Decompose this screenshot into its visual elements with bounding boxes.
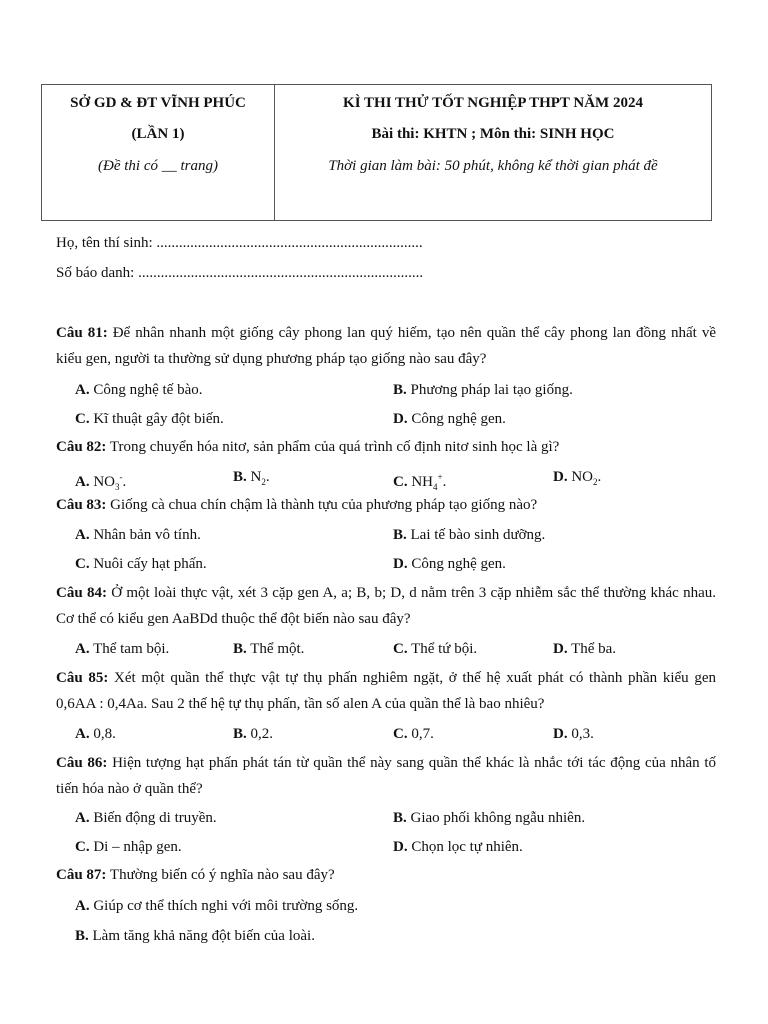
question-text: Xét một quần thể thực vật tự thụ phấn nghiêm ngặt, ở thế hệ xuất phát có thành phần kiểu gen 0,6AA : 0,4Aa. Sau 2 thế hệ tự thụ phấn, tần số alen A của quần thể là bao nhiêu? xyxy=(56,670,716,712)
option-letter: B. xyxy=(393,810,407,826)
option-a xyxy=(75,808,217,828)
option-letter: A. xyxy=(75,641,90,657)
question-text: Hiện tượng hạt phấn phát tán từ quần thể này sang quần thể khác là nhắc tới tác động của nhân tố tiến hóa nào ở quần thể? xyxy=(56,755,716,797)
option-end: . xyxy=(265,469,270,485)
option-b xyxy=(393,808,585,828)
question-85 xyxy=(56,665,716,717)
question-number: Câu 81: xyxy=(56,325,108,341)
option-end: . xyxy=(122,474,127,490)
option-b xyxy=(233,639,304,659)
option-letter: B. xyxy=(233,641,247,657)
option-letter: A. xyxy=(75,527,90,543)
option-c xyxy=(75,409,224,429)
option-text: Giúp cơ thể thích nghi với môi trường sống. xyxy=(89,898,359,914)
option-text: Biến động di truyền. xyxy=(89,810,217,826)
option-end: . xyxy=(597,469,602,485)
option-text: Thể ba. xyxy=(567,641,617,657)
option-letter: A. xyxy=(75,898,90,914)
option-text: Lai tế bào sinh dưỡng. xyxy=(406,527,546,543)
option-letter: A. xyxy=(75,474,90,490)
option-text: 0,8. xyxy=(89,726,116,742)
option-text: Thể một. xyxy=(246,641,305,657)
question-text: Ở một loài thực vật, xét 3 cặp gen A, a; B, b; D, d nằm trên 3 cặp nhiễm sắc thể thường khác nhau. Cơ thể có kiểu gen AaBDd thuộc thể đột biến nào sau đây? xyxy=(56,585,716,627)
option-text: Công nghệ gen. xyxy=(407,556,506,572)
option-a xyxy=(75,896,358,916)
option-text: N xyxy=(246,469,262,485)
option-text: NH xyxy=(407,474,434,490)
exam-title: KÌ THI THỬ TỐT NGHIỆP THPT NĂM 2024 xyxy=(343,95,643,111)
option-d xyxy=(393,409,506,429)
option-text: NO xyxy=(567,469,594,485)
option-d xyxy=(553,724,594,744)
question-number: Câu 86: xyxy=(56,755,108,771)
option-letter: C. xyxy=(75,556,90,572)
option-letter: C. xyxy=(393,474,408,490)
question-number: Câu 83: xyxy=(56,497,107,513)
option-text: Thể tứ bội. xyxy=(407,641,478,657)
option-letter: B. xyxy=(75,928,89,944)
subject-line: Bài thi: KHTN ; Môn thi: SINH HỌC xyxy=(371,126,615,142)
option-text: Nhân bản vô tính. xyxy=(89,527,201,543)
candidate-name-line: Họ, tên thí sinh: ....................................................................... xyxy=(56,235,423,251)
department-name: SỞ GD & ĐT VĨNH PHÚC xyxy=(70,95,246,111)
option-letter: D. xyxy=(393,839,408,855)
option-letter: A. xyxy=(75,726,90,742)
option-a xyxy=(75,724,116,744)
option-text: Nuôi cấy hạt phấn. xyxy=(89,556,207,572)
page-count-note: (Đề thi có __ trang) xyxy=(98,158,218,174)
exam-header-table xyxy=(41,84,712,221)
option-letter: C. xyxy=(75,411,90,427)
option-text: Chọn lọc tự nhiên. xyxy=(407,839,523,855)
option-letter: D. xyxy=(553,469,568,485)
option-a xyxy=(75,380,203,400)
question-text: Thường biến có ý nghĩa nào sau đây? xyxy=(106,867,335,883)
option-letter: B. xyxy=(233,469,247,485)
option-b xyxy=(393,525,545,545)
option-text: Thể tam bội. xyxy=(89,641,170,657)
question-text: Để nhân nhanh một giống cây phong lan quý hiếm, tạo nên quần thể cây phong lan đồng nhất về kiểu gen, người ta thường sử dụng phương pháp tạo giống nào sau đây? xyxy=(56,325,717,367)
option-letter: B. xyxy=(233,726,247,742)
option-text: Giao phối không ngẫu nhiên. xyxy=(406,810,586,826)
subscript: 3 xyxy=(115,482,120,492)
question-text: Trong chuyển hóa nitơ, sản phẩm của quá trình cố định nitơ sinh học là gì? xyxy=(106,439,560,455)
option-b xyxy=(393,380,573,400)
option-d xyxy=(393,837,523,857)
option-letter: B. xyxy=(393,527,407,543)
time-note: Thời gian làm bài: 50 phút, không kể thời gian phát đề xyxy=(328,158,658,174)
option-letter: C. xyxy=(393,641,408,657)
question-number: Câu 87: xyxy=(56,867,107,883)
option-letter: D. xyxy=(393,411,408,427)
option-c xyxy=(75,837,182,857)
option-letter: C. xyxy=(393,726,408,742)
option-letter: D. xyxy=(393,556,408,572)
question-81 xyxy=(56,320,716,372)
option-d xyxy=(393,554,506,574)
option-text: Phương pháp lai tạo giống. xyxy=(406,382,573,398)
option-letter: A. xyxy=(75,382,90,398)
option-text: Công nghệ gen. xyxy=(407,411,506,427)
question-87 xyxy=(56,862,716,888)
option-text: 0,3. xyxy=(567,726,594,742)
option-end: . xyxy=(442,474,447,490)
option-c xyxy=(75,554,207,574)
option-d xyxy=(553,467,601,492)
candidate-id-line: Số báo danh: ............................................................................ xyxy=(56,265,424,281)
attempt-label: (LẦN 1) xyxy=(131,126,185,142)
option-text: Công nghệ tế bào. xyxy=(89,382,203,398)
option-letter: A. xyxy=(75,810,90,826)
question-number: Câu 82: xyxy=(56,439,107,455)
option-letter: D. xyxy=(553,641,568,657)
subscript: 2 xyxy=(261,477,266,487)
option-text: 0,2. xyxy=(246,726,274,742)
subscript: 2 xyxy=(593,477,598,487)
option-b xyxy=(75,926,315,946)
question-82 xyxy=(56,434,716,460)
option-c xyxy=(393,639,477,659)
option-letter: C. xyxy=(75,839,90,855)
option-c xyxy=(393,724,434,744)
question-number: Câu 85: xyxy=(56,670,109,686)
question-84 xyxy=(56,580,716,632)
option-text: Kĩ thuật gây đột biến. xyxy=(89,411,224,427)
option-a xyxy=(75,525,201,545)
option-b xyxy=(233,724,273,744)
option-text: Di – nhập gen. xyxy=(89,839,182,855)
option-d xyxy=(553,639,616,659)
question-86 xyxy=(56,750,716,802)
question-text: Giống cà chua chín chậm là thành tựu của phương pháp tạo giống nào? xyxy=(106,497,538,513)
option-text: NO xyxy=(89,474,116,490)
superscript: + xyxy=(437,472,443,482)
option-a xyxy=(75,639,169,659)
option-text: 0,7. xyxy=(407,726,434,742)
subscript: 4 xyxy=(433,482,438,492)
option-text: Làm tăng khả năng đột biến của loài. xyxy=(88,928,315,944)
superscript: - xyxy=(119,472,123,482)
option-letter: B. xyxy=(393,382,407,398)
question-83 xyxy=(56,492,716,518)
question-number: Câu 84: xyxy=(56,585,107,601)
option-b xyxy=(233,467,270,492)
option-letter: D. xyxy=(553,726,568,742)
